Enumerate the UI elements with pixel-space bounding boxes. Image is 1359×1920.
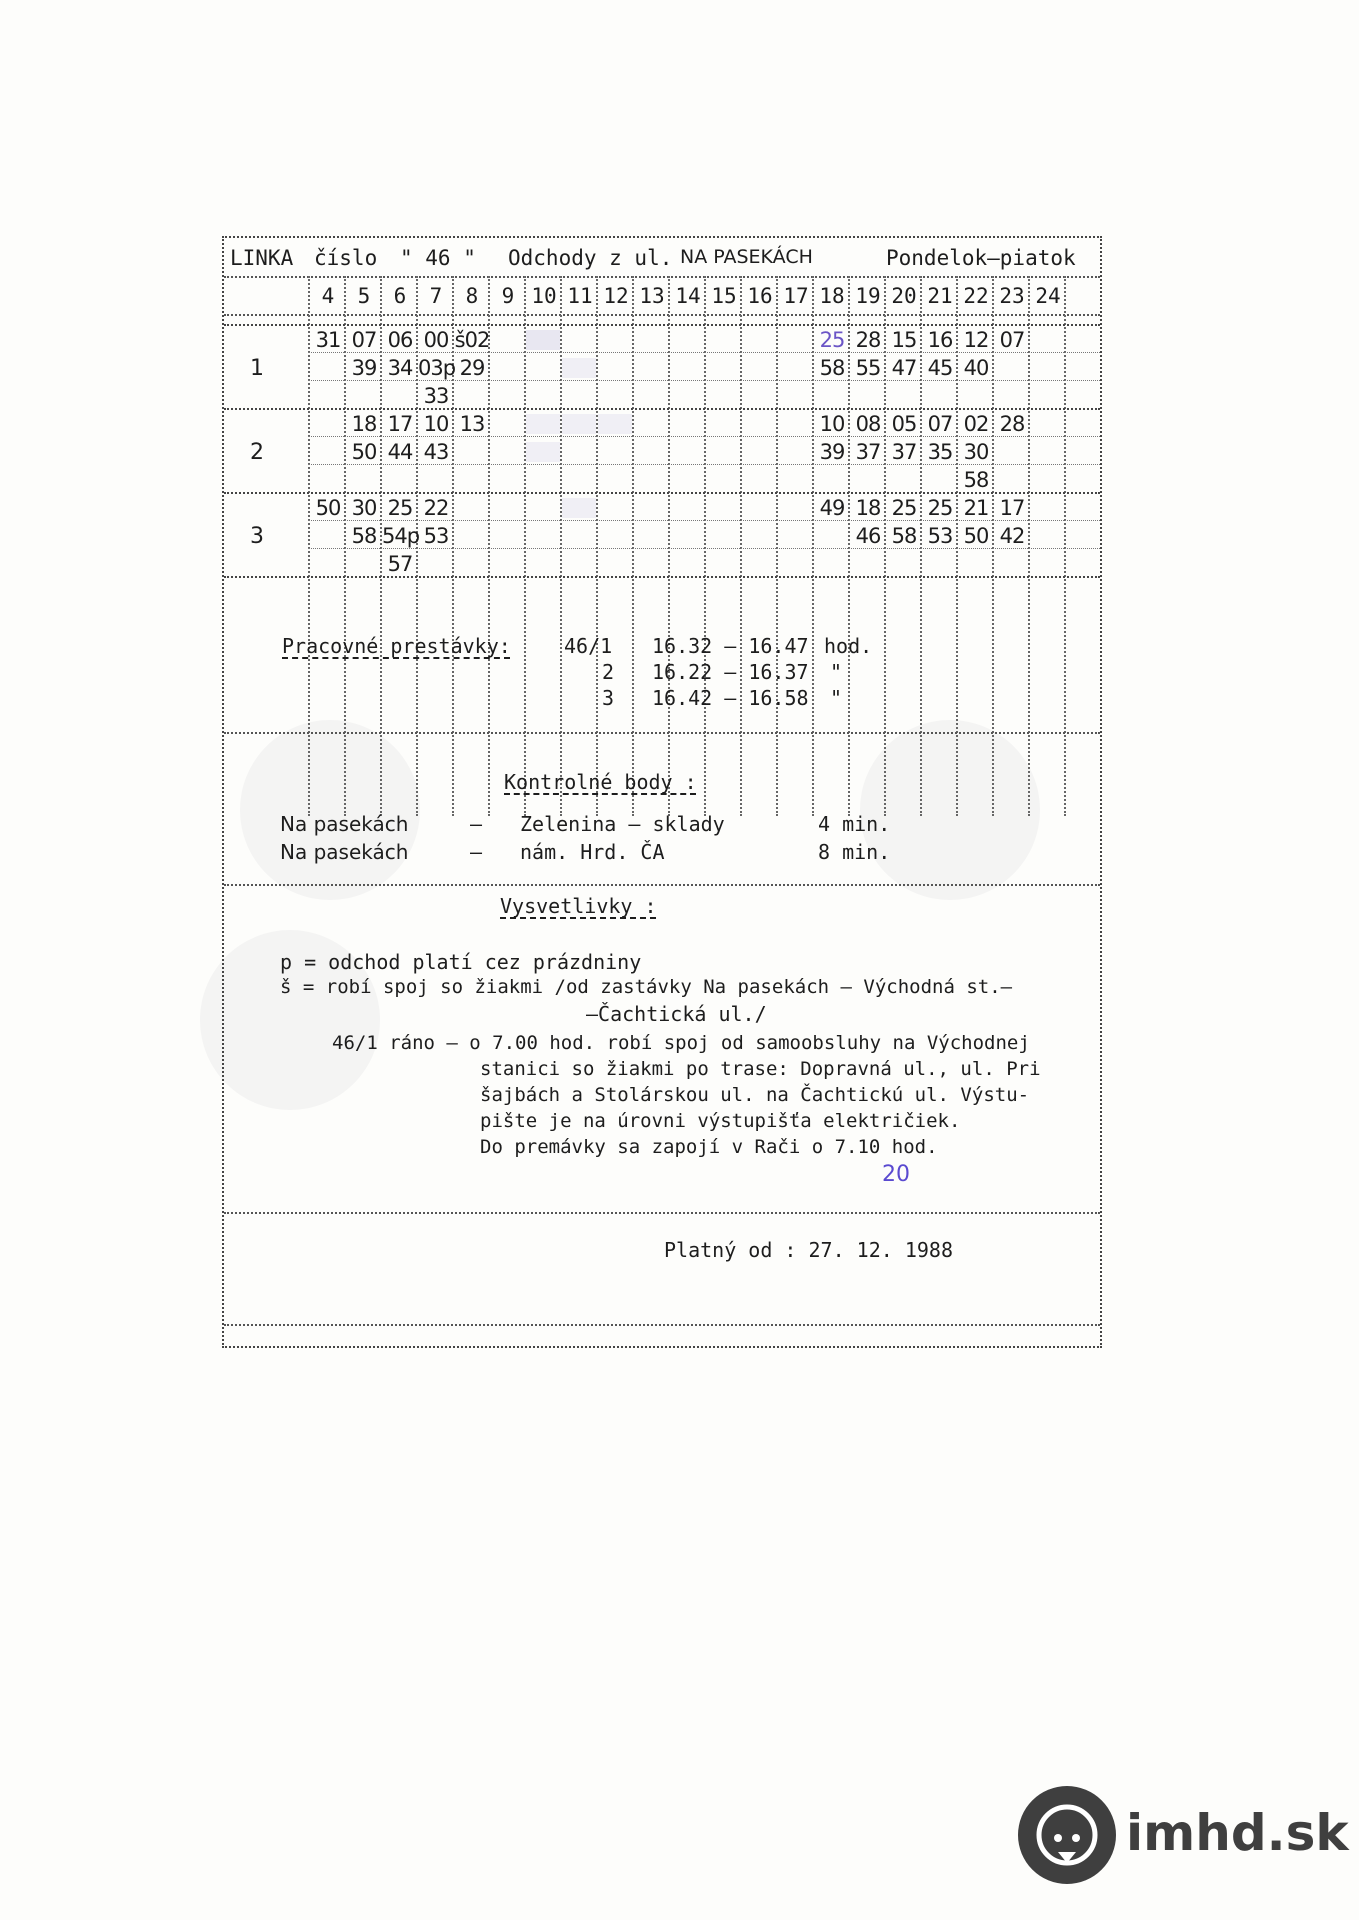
- departure-minute: 25: [927, 496, 953, 520]
- departure-minute: 25: [387, 496, 413, 520]
- erased-entry: [562, 414, 596, 434]
- departure-minute: 07: [927, 412, 953, 436]
- break-unit: ": [830, 660, 843, 684]
- grid-line: [308, 520, 1100, 521]
- break-id: 46/1: [564, 634, 613, 658]
- grid-line: [308, 352, 1100, 353]
- departure-minute: 07: [351, 328, 377, 352]
- grid-line: [740, 276, 742, 816]
- departure-minute: 31: [315, 328, 341, 352]
- hour-cell: 5: [357, 284, 371, 308]
- break-unit: ": [830, 686, 843, 710]
- departure-minute: 10: [423, 412, 449, 436]
- vehicle-row-label: 3: [250, 524, 264, 549]
- departure-minute: 21: [963, 496, 989, 520]
- grid-line: [308, 548, 1100, 549]
- grid-line: [596, 276, 598, 816]
- hour-row: [224, 276, 1100, 316]
- vehicle-row-label: 2: [250, 440, 264, 465]
- grid-line: [560, 276, 562, 816]
- cislo-label: číslo: [314, 246, 378, 270]
- departure-minute: 29: [459, 356, 485, 380]
- control-to: Zelenina – sklady: [520, 812, 725, 836]
- hour-cell: 12: [603, 284, 629, 308]
- control-from: Na pasekách: [280, 812, 409, 836]
- departure-minute: 28: [855, 328, 881, 352]
- grid-line: [1064, 276, 1066, 816]
- departure-minute: 44: [387, 440, 413, 464]
- departure-minute: 35: [927, 440, 953, 464]
- departure-minute: 05: [891, 412, 917, 436]
- legend-note: 46/1 ráno – o 7.00 hod. robí spoj od samoobsluhy na Východnej: [332, 1032, 1030, 1054]
- control-title: Kontrolné body :: [504, 770, 697, 794]
- grid-line: [308, 464, 1100, 465]
- departure-minute: 03p: [418, 356, 456, 380]
- departure-minute: 25: [819, 328, 845, 352]
- grid-line: [668, 276, 670, 816]
- section-divider: [224, 1212, 1100, 1214]
- departure-minute: 37: [855, 440, 881, 464]
- grid-line: [704, 276, 706, 816]
- imhd-logo-icon: [1018, 1786, 1116, 1884]
- departure-minute: 58: [963, 468, 989, 492]
- legend-title: Vysvetlivky :: [500, 894, 657, 918]
- erased-entry: [526, 330, 560, 350]
- hour-cell: 20: [891, 284, 917, 308]
- control-dash: –: [470, 840, 483, 864]
- stop-name: NA PASEKÁCH: [680, 246, 813, 268]
- erased-entry: [526, 442, 560, 462]
- departure-minute: 18: [855, 496, 881, 520]
- grid-line: [308, 436, 1100, 437]
- break-unit: hod.: [824, 634, 873, 658]
- departure-minute: 37: [891, 440, 917, 464]
- erased-entry: [562, 498, 596, 518]
- departure-minute: 45: [927, 356, 953, 380]
- hour-cell: 13: [639, 284, 665, 308]
- departure-minute: 55: [855, 356, 881, 380]
- break-time: 16.22 – 16.37: [652, 660, 809, 684]
- hour-cell: 24: [1035, 284, 1061, 308]
- grid-line: [224, 408, 1100, 410]
- departure-minute: 08: [855, 412, 881, 436]
- control-time: 8 min.: [818, 840, 891, 864]
- departure-minute: 15: [891, 328, 917, 352]
- departure-minute: 13: [459, 412, 485, 436]
- hour-cell: 22: [963, 284, 989, 308]
- departure-minute: 07: [999, 328, 1025, 352]
- control-time: 4 min.: [818, 812, 891, 836]
- handwritten-correction: 20: [882, 1162, 910, 1187]
- departure-minute: 42: [999, 524, 1025, 548]
- linka-label: LINKA: [230, 246, 294, 270]
- section-divider: [224, 732, 1100, 734]
- hour-cell: 7: [429, 284, 443, 308]
- breaks-title: Pracovné prestávky:: [282, 634, 511, 658]
- hour-cell: 16: [747, 284, 773, 308]
- erased-entry: [526, 414, 560, 434]
- departure-minute: 34: [387, 356, 413, 380]
- departure-minute: 16: [927, 328, 953, 352]
- legend-note: šajbách a Stolárskou ul. na Čachtickú ul. Výstu-: [480, 1084, 1030, 1106]
- departure-minute: 18: [351, 412, 377, 436]
- hour-cell: 11: [567, 284, 593, 308]
- grid-line: [308, 276, 310, 816]
- grid-line: [224, 576, 1100, 578]
- legend-s: š = robí spoj so žiakmi /od zastávky Na pasekách – Východná st.–: [280, 976, 1013, 998]
- break-id: 2: [602, 660, 615, 684]
- grid-line: [776, 276, 778, 816]
- hour-cell: 18: [819, 284, 845, 308]
- timetable-header: [224, 238, 1100, 276]
- departure-minute: 58: [819, 356, 845, 380]
- departure-minute: 30: [963, 440, 989, 464]
- line-number: " 46 ": [400, 246, 476, 270]
- departure-minute: 28: [999, 412, 1025, 436]
- departures-label: Odchody z ul.: [508, 246, 673, 270]
- departure-minute: 25: [891, 496, 917, 520]
- departure-minute: 10: [819, 412, 845, 436]
- departure-minute: 06: [387, 328, 413, 352]
- legend-note: stanici so žiakmi po trase: Dopravná ul., ul. Pri: [480, 1058, 1041, 1080]
- imhd-logo: [1018, 1786, 1349, 1884]
- hour-cell: 8: [465, 284, 479, 308]
- grid-line: [224, 324, 1100, 326]
- break-time: 16.42 – 16.58: [652, 686, 809, 710]
- hour-cell: 21: [927, 284, 953, 308]
- departure-minute: 57: [387, 552, 413, 576]
- departure-minute: 40: [963, 356, 989, 380]
- section-divider: [224, 884, 1100, 886]
- grid-line: [524, 276, 526, 816]
- service-days: Pondelok–piatok: [886, 246, 1076, 270]
- control-to: nám. Hrd. ČA: [520, 840, 665, 864]
- departure-minute: 54p: [382, 524, 420, 548]
- departure-minute: 58: [891, 524, 917, 548]
- departure-minute: 50: [315, 496, 341, 520]
- departure-minute: 00: [423, 328, 449, 352]
- hour-cell: 14: [675, 284, 701, 308]
- hour-cell: 4: [321, 284, 335, 308]
- departure-minute: š02: [454, 328, 490, 352]
- hour-cell: 17: [783, 284, 809, 308]
- hour-cell: 6: [393, 284, 407, 308]
- departure-minute: 12: [963, 328, 989, 352]
- departure-minute: 58: [351, 524, 377, 548]
- brand-name: imhd.sk: [1126, 1804, 1349, 1862]
- departure-minute: 33: [423, 384, 449, 408]
- departure-minute: 49: [819, 496, 845, 520]
- departure-minute: 22: [423, 496, 449, 520]
- legend-s-cont: –Čachtická ul./: [586, 1002, 767, 1026]
- departure-minute: 53: [423, 524, 449, 548]
- grid-line: [308, 380, 1100, 381]
- break-id: 3: [602, 686, 615, 710]
- hour-cell: 15: [711, 284, 737, 308]
- departure-minute: 46: [855, 524, 881, 548]
- hour-cell: 10: [531, 284, 557, 308]
- break-time: 16.32 – 16.47: [652, 634, 809, 658]
- departure-minute: 43: [423, 440, 449, 464]
- grid-line: [224, 492, 1100, 494]
- erased-entry: [562, 358, 596, 378]
- departure-minute: 39: [351, 356, 377, 380]
- validity-date: Platný od : 27. 12. 1988: [664, 1238, 953, 1262]
- vehicle-row-label: 1: [250, 356, 264, 381]
- departure-minute: 53: [927, 524, 953, 548]
- legend-note: pište je na úrovni výstupišťa električiek.: [480, 1110, 961, 1132]
- hour-cell: 23: [999, 284, 1025, 308]
- departure-minute: 47: [891, 356, 917, 380]
- hour-cell: 19: [855, 284, 881, 308]
- departure-minute: 17: [999, 496, 1025, 520]
- control-dash: –: [470, 812, 483, 836]
- departure-minute: 02: [963, 412, 989, 436]
- legend-note: Do premávky sa zapojí v Rači o 7.10 hod.: [480, 1136, 938, 1158]
- grid-line: [632, 276, 634, 816]
- control-from: Na pasekách: [280, 840, 409, 864]
- departure-minute: 39: [819, 440, 845, 464]
- hour-cell: 9: [501, 284, 515, 308]
- timetable-sheet: [222, 236, 1102, 1348]
- section-divider: [224, 1324, 1100, 1326]
- departure-minute: 50: [963, 524, 989, 548]
- departure-minute: 17: [387, 412, 413, 436]
- legend-p: p = odchod platí cez prázdniny: [280, 950, 642, 974]
- erased-entry: [598, 414, 632, 434]
- departure-minute: 30: [351, 496, 377, 520]
- departure-minute: 50: [351, 440, 377, 464]
